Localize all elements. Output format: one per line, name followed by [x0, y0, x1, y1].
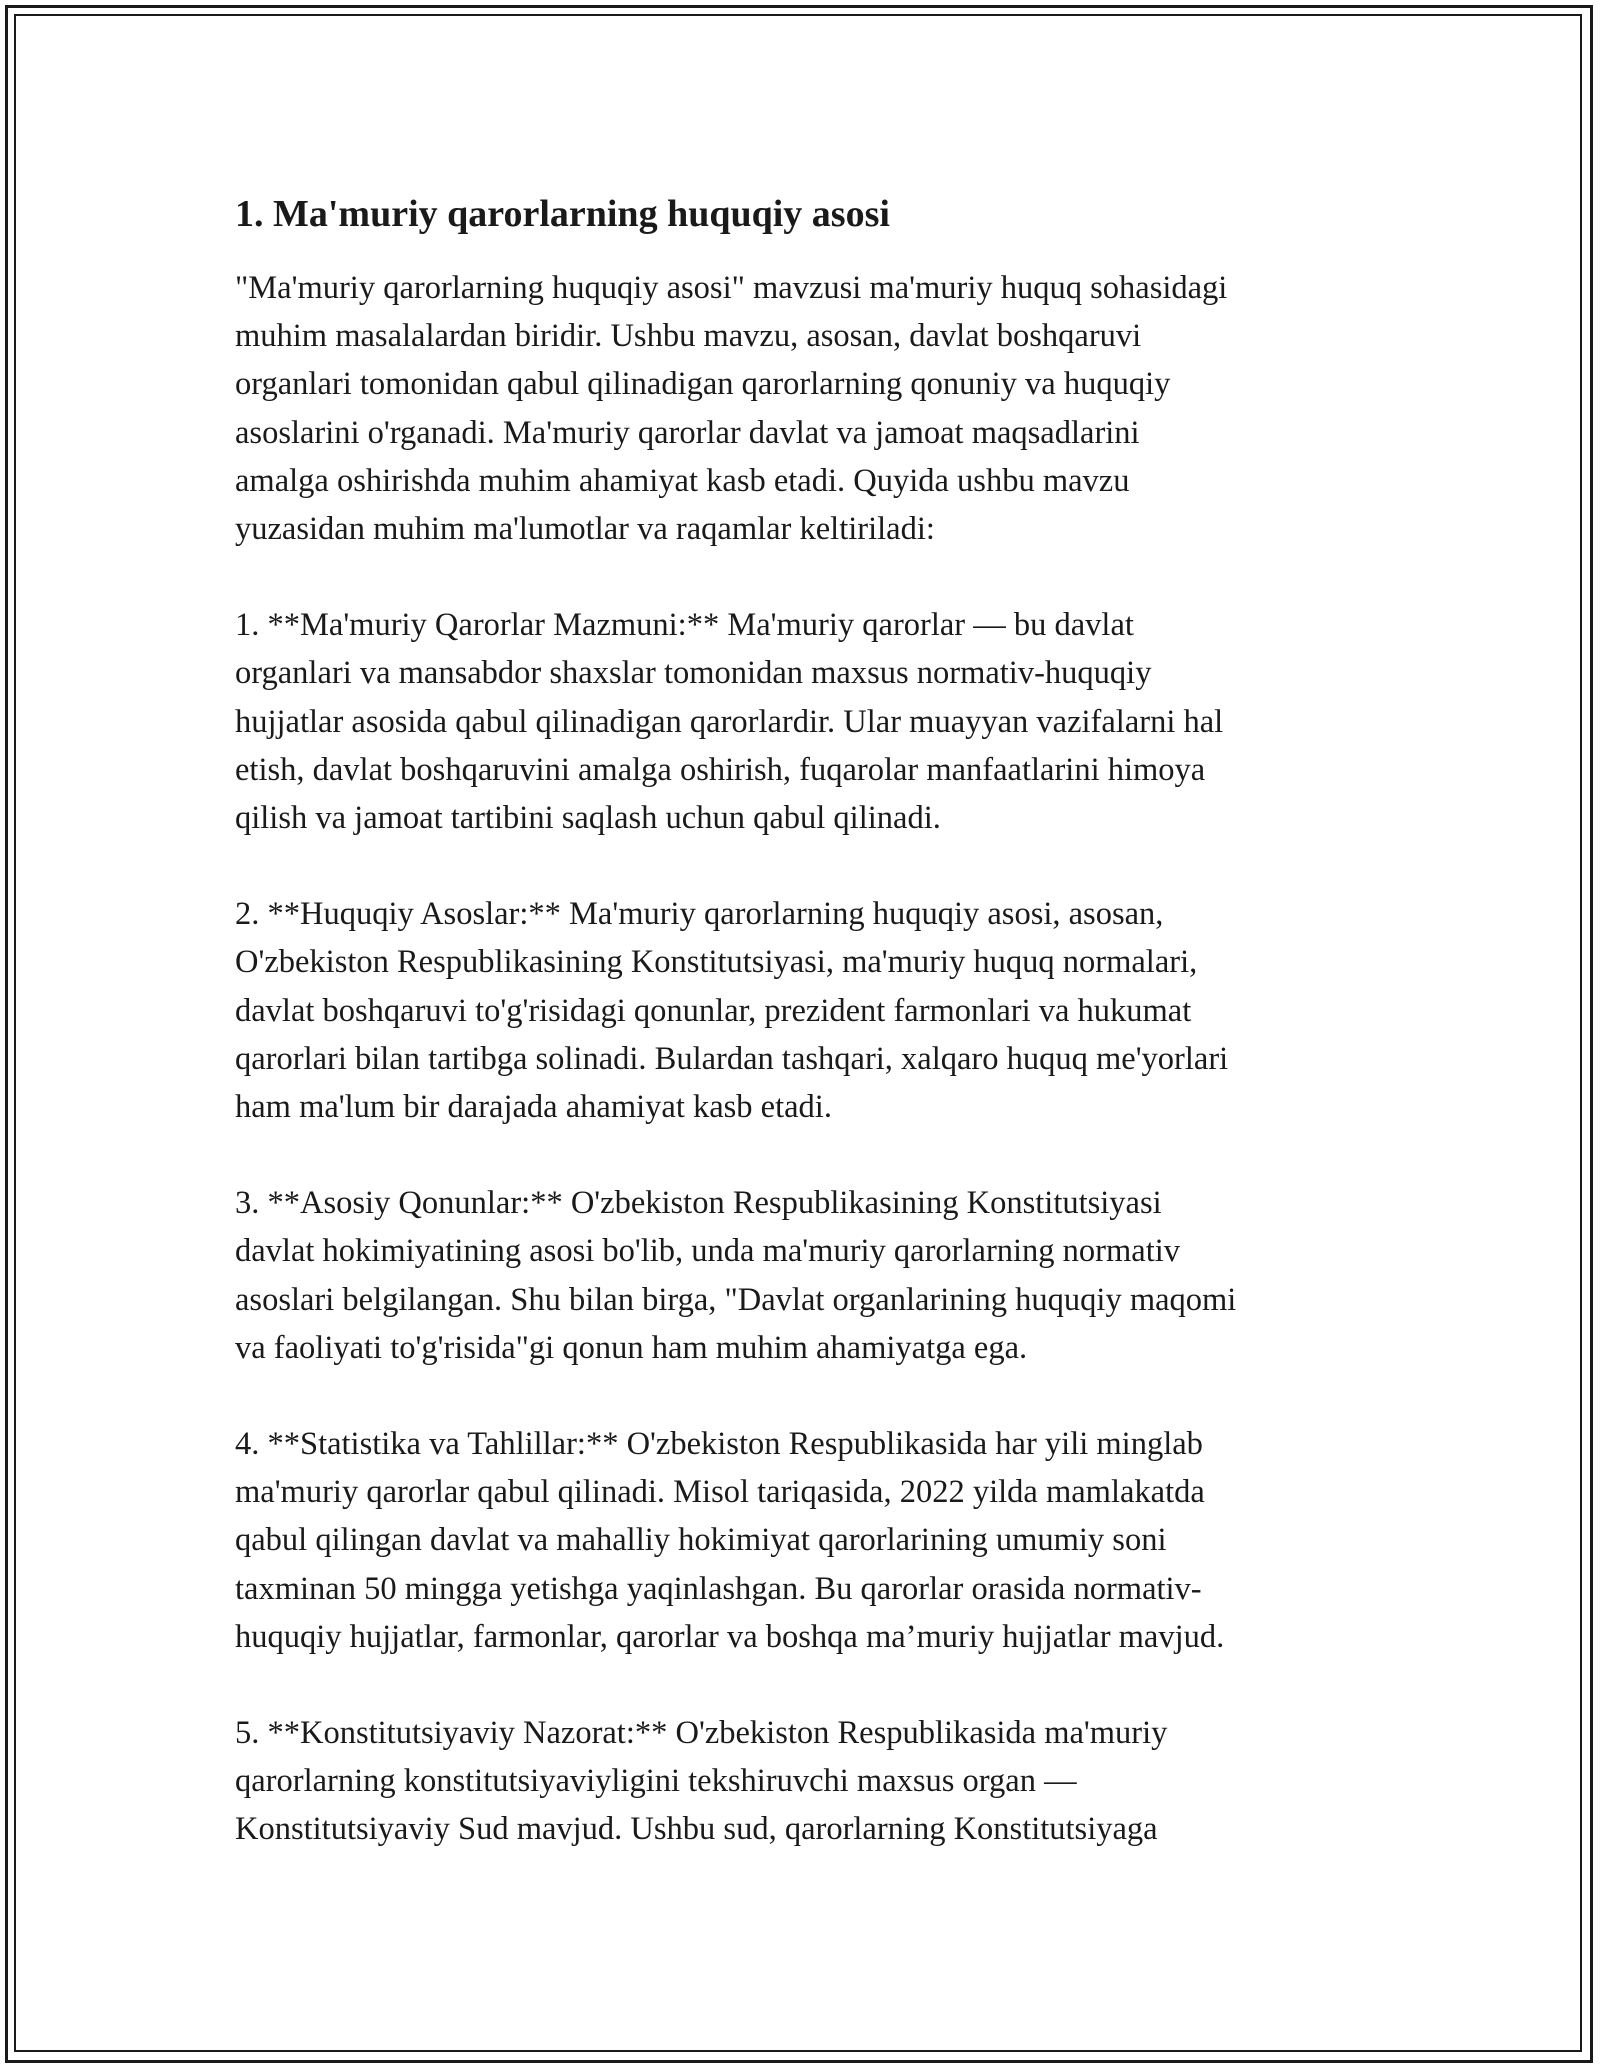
section-heading: 1. Ma'muriy qarorlarning huquqiy asosi: [235, 193, 890, 235]
paragraph-item-3: 3. **Asosiy Qonunlar:** O'zbekiston Respublikasining Konstitutsiyasi davlat hokimiyatining asosi bo'lib, unda ma'muriy qarorlarning normativ asoslari belgilangan. Shu bilan birga, "Davlat organlarining huquqiy maqomi va faoliyati to'g'risida"gi qonun ham muhim ahamiyatga ega.: [235, 1185, 1237, 1366]
paragraph-item-2: 2. **Huquqiy Asoslar:** Ma'muriy qarorlarning huquqiy asosi, asosan, O'zbekiston Respublikasining Konstitutsiyasi, ma'muriy huquq normalari, davlat boshqaruvi to'g'risidagi qonunlar, prezident farmonlari va hukumat qarorlari bilan tartibga solinadi. Bulardan tashqari, xalqaro huquq me'yorlari ham ma'lum bir darajada ahamiyat kasb etadi.: [235, 896, 1229, 1126]
paragraph-item-5: 5. **Konstitutsiyaviy Nazorat:** O'zbekiston Respublikasida ma'muriy qarorlarning konstitutsiyaviyligini tekshiruvchi maxsus organ — Konstitutsiyaviy Sud mavjud. Ushbu sud, qarorlarning Konstitutsiyaga: [235, 1715, 1168, 1848]
paragraph-intro: "Ma'muriy qarorlarning huquqiy asosi" mavzusi ma'muriy huquq sohasidagi muhim masalalardan biridir. Ushbu mavzu, asosan, davlat boshqaruvi organlari tomonidan qabul qilinadigan qarorlarning qonuniy va huquqiy asoslarini o'rganadi. Ma'muriy qarorlar davlat va jamoat maqsadlarini amalga oshirishda muhim ahamiyat kasb etadi. Quyida ushbu mavzu yuzasidan muhim ma'lumotlar va raqamlar keltiriladi:: [235, 270, 1228, 548]
document-page: [235, 186, 1385, 1902]
paragraph-item-1: 1. **Ma'muriy Qarorlar Mazmuni:** Ma'muriy qarorlar — bu davlat organlari va mansabdor shaxslar tomonidan maxsus normativ-huquqiy hujjatlar asosida qabul qilinadigan qarorlardir. Ular muayyan vazifalarni hal etish, davlat boshqaruvini amalga oshirish, fuqarolar manfaatlarini himoya qilish va jamoat tartibini saqlash uchun qabul qilinadi.: [235, 607, 1224, 837]
paragraph-item-4: 4. **Statistika va Tahlillar:** O'zbekiston Respublikasida har yili minglab ma'muriy qarorlar qabul qilinadi. Misol tariqasida, 2022 yilda mamlakatda qabul qilingan davlat va mahalliy hokimiyat qarorlarining umumiy soni taxminan 50 mingga yetishga yaqinlashgan. Bu qarorlar orasida normativ- huquqiy hujjatlar, farmonlar, qarorlar va boshqa ma’muriy hujjatlar mavjud.: [235, 1426, 1225, 1655]
